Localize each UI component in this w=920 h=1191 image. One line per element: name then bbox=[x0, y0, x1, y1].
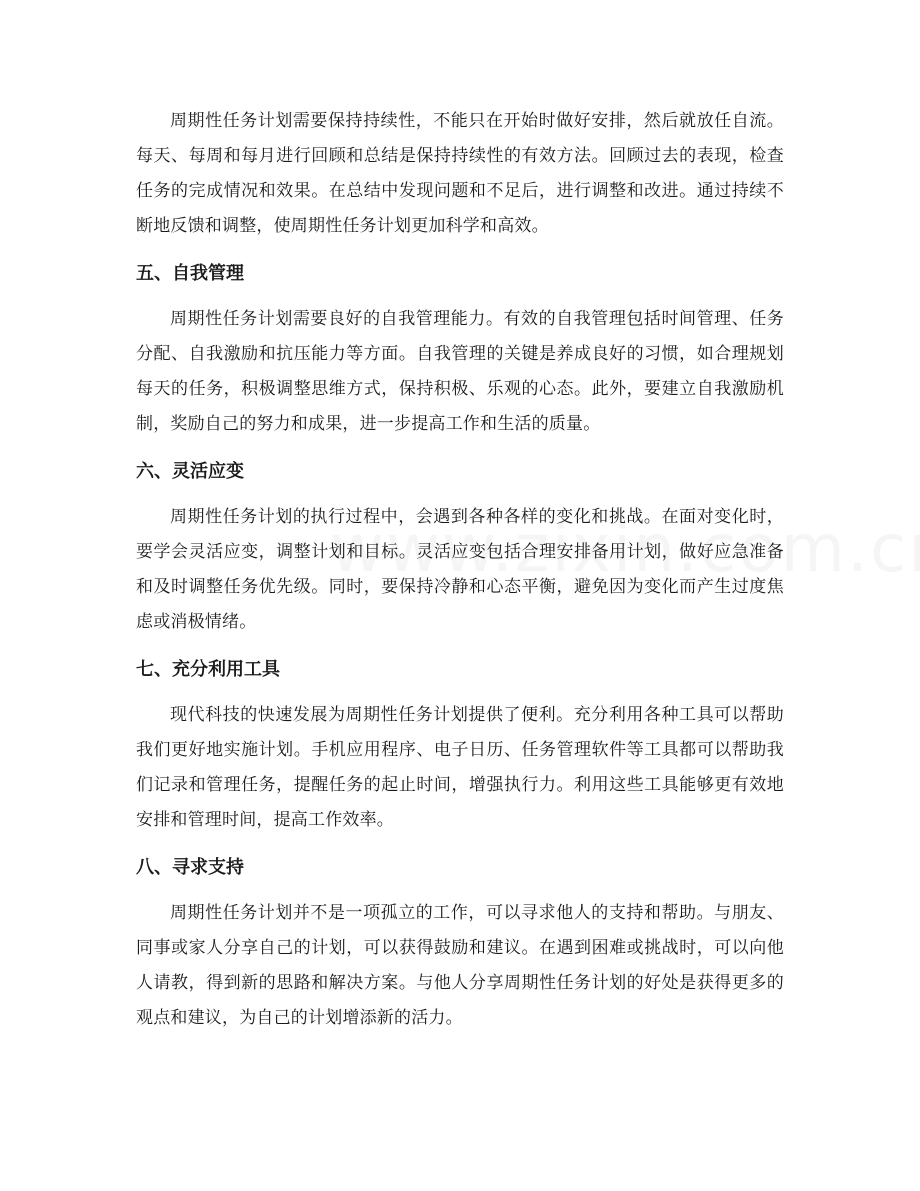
intro-paragraph: 周期性任务计划需要保持持续性，不能只在开始时做好安排，然后就放任自流。每天、每周和每月进行回顾和总结是保持持续性的有效方法。回顾过去的表现，检查任务的完成情况和效果。在总结中发现问题和不足后，进行调整和改进。通过持续不断地反馈和调整，使周期性任务计划更加科学和高效。 bbox=[136, 111, 784, 236]
section-heading-tools: 七、充分利用工具 bbox=[136, 659, 280, 680]
section-heading-flexibility: 六、灵活应变 bbox=[136, 461, 244, 482]
section-paragraph-self-management: 周期性任务计划需要良好的自我管理能力。有效的自我管理包括时间管理、任务分配、自我激励和抗压能力等方面。自我管理的关键是养成良好的习惯，如合理规划每天的任务，积极调整思维方式，保持积极、乐观的心态。此外，要建立自我激励机制，奖励自己的努力和成果，进一步提高工作和生活的质量。 bbox=[136, 309, 784, 434]
section-paragraph-tools: 现代科技的快速发展为周期性任务计划提供了便利。充分利用各种工具可以帮助我们更好地实施计划。手机应用程序、电子日历、任务管理软件等工具都可以帮助我们记录和管理任务，提醒任务的起止时间，增强执行力。利用这些工具能够更有效地安排和管理时间，提高工作效率。 bbox=[136, 705, 784, 830]
section-heading-support: 八、寻求支持 bbox=[136, 857, 244, 878]
document-body bbox=[136, 104, 784, 1036]
section-paragraph-flexibility: 周期性任务计划的执行过程中，会遇到各种各样的变化和挑战。在面对变化时，要学会灵活应变，调整计划和目标。灵活应变包括合理安排备用计划，做好应急准备和及时调整任务优先级。同时，要保持冷静和心态平衡，避免因为变化而产生过度焦虑或消极情绪。 bbox=[136, 507, 784, 632]
section-paragraph-support: 周期性任务计划并不是一项孤立的工作，可以寻求他人的支持和帮助。与朋友、同事或家人分享自己的计划，可以获得鼓励和建议。在遇到困难或挑战时，可以向他人请教，得到新的思路和解决方案。与他人分享周期性任务计划的好处是获得更多的观点和建议，为自己的计划增添新的活力。 bbox=[136, 903, 784, 1028]
section-heading-self-management: 五、自我管理 bbox=[136, 263, 244, 284]
